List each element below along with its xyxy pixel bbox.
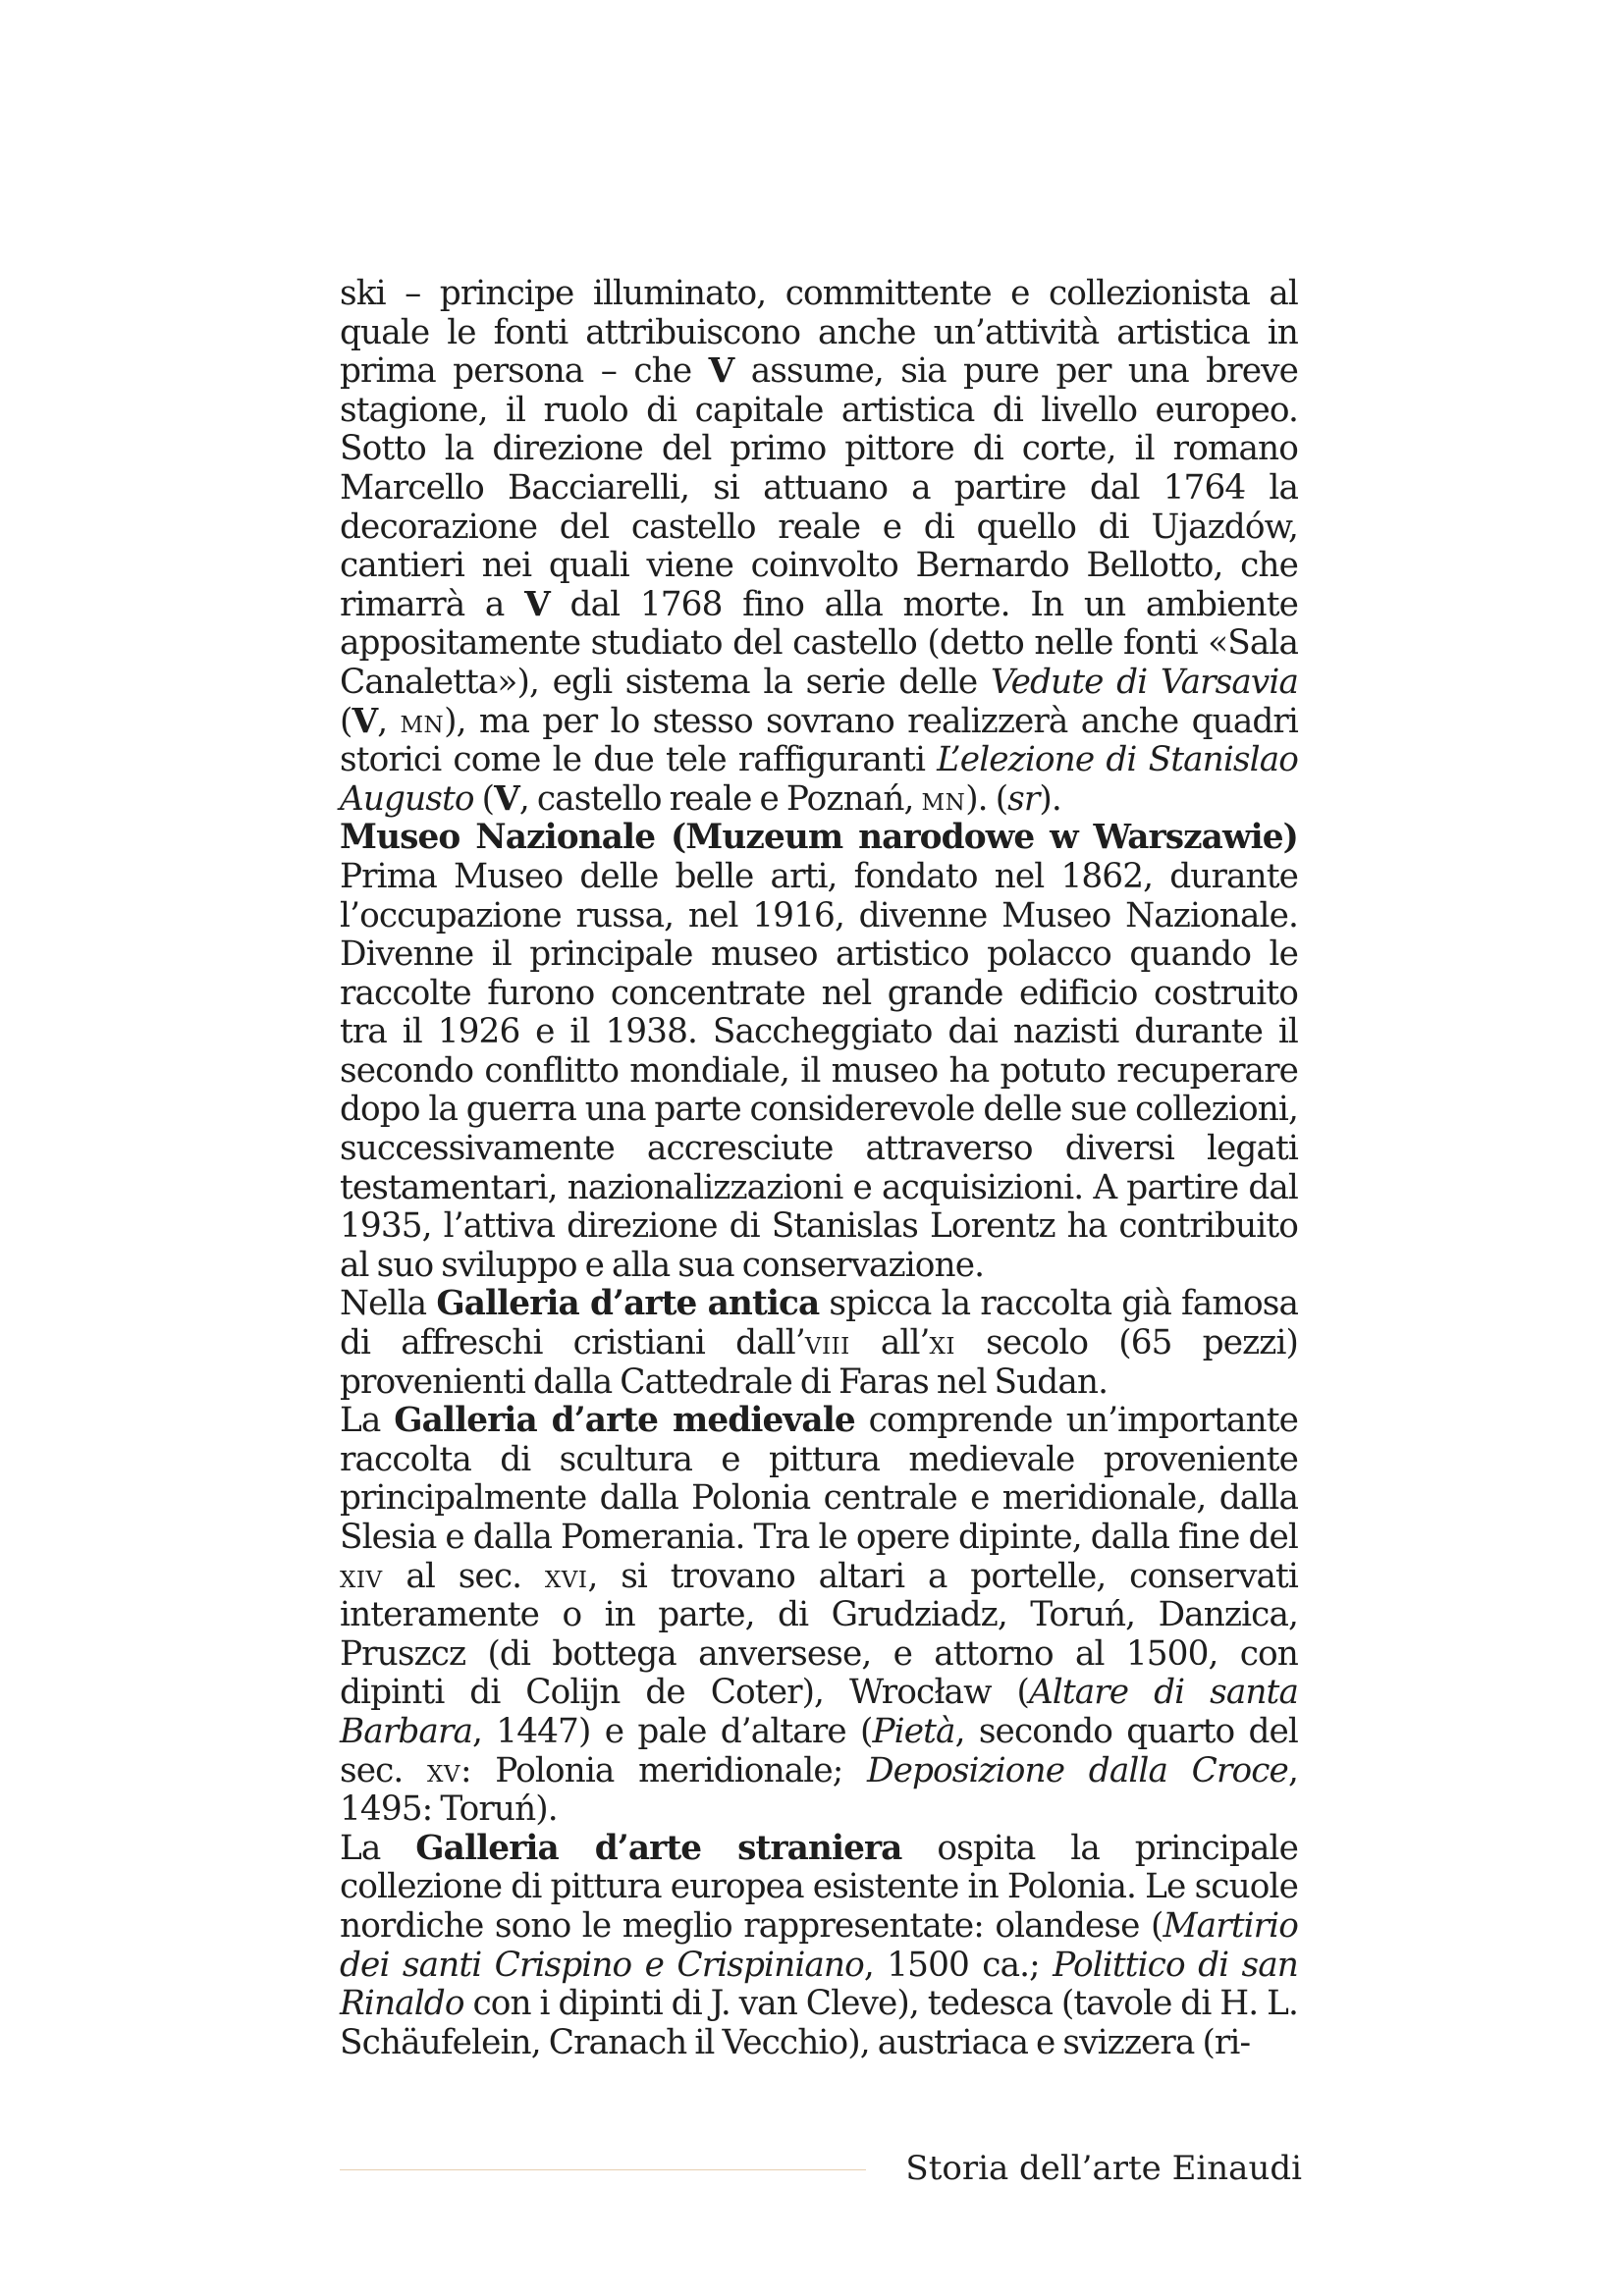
paragraph-galleria-straniera: La Galleria d’arte straniera ospita la principale collezione di pittura europea esistente in Polonia. Le scuole nordiche sono le meglio rappresentate: olandese (Martirio dei santi Crispino e Crispiniano, 1500 ca.; Polittico di san Rinaldo con i dipinti di J. van Cleve), tedesca (tavole di H. L. Schäufelein, Cranach il Vecchio), austriaca e svizzera (ri- xyxy=(340,1828,1298,2062)
paragraph-bellotto: ski – principe illuminato, committente e collezionista al quale le fonti attribuiscono anche un’attività artistica in prima persona – che V assume, sia pure per una breve stagione, il ruolo di capitale artistica di livello europeo. Sotto la direzione del primo pittore di corte, il romano Marcello Bacciarelli, si attuano a partire dal 1764 la decorazione del castello reale e di quello di Ujazdów, cantieri nei quali viene coinvolto Bernardo Bellotto, che rimarrà a V dal 1768 fino alla morte. In un ambiente appositamente studiato del castello (detto nelle fonti «Sala Canaletta»), egli sistema la serie delle Vedute di Varsavia (V, mn), ma per lo stesso sovrano realizzerà anche quadri storici come le due tele raffiguranti L’elezione di Stanislao Augusto (V, castello reale e Poznań, mn). (sr). xyxy=(340,274,1299,819)
footer-divider xyxy=(340,2169,866,2170)
paragraph-galleria-medievale: La Galleria d’arte medievale comprende un’importante raccolta di scultura e pittura medievale proveniente principalmente dalla Polonia centrale e meridionale, dalla Slesia e dalla Pomerania. Tra le opere dipinte, dalla fine del xiv al sec. xvi, si trovano altari a portelle, conservati interamente o in parte, di Grudziadz, Toruń, Danzica, Pruszcz (di bottega anversese, e attorno al 1500, con dipinti di Colijn de Coter), Wrocław (Altare di santa Barbara, 1447) e pale d’altare (Pietà, secondo quarto del sec. xv: Polonia meridionale; Deposizione dalla Croce, 1495: Toruń). xyxy=(340,1401,1298,1830)
entry-heading: Museo Nazionale (Muzeum narodowe w Warszawie) xyxy=(340,818,1298,858)
paragraph-museo-nazionale: Museo Nazionale (Muzeum narodowe w Warszawie) Prima Museo delle belle arti, fondato nel 1862, durante l’occupazione russa, nel 1916, divenne Museo Nazionale. Divenne il principale museo artistico polacco quando le raccolte furono concentrate nel grande edificio costruito tra il 1926 e il 1938. Saccheggiato dai nazisti durante il secondo conflitto mondiale, il museo ha potuto recuperare dopo la guerra una parte considerevole delle sue collezioni, successivamente accresciute attraverso diversi legati testamentari, nazionalizzazioni e acquisizioni. A partire dal 1935, l’attiva direzione di Stanislas Lorentz ha contribuito al suo sviluppo e alla sua conservazione. xyxy=(340,818,1298,1285)
paragraph-galleria-antica: Nella Galleria d’arte antica spicca la raccolta già famosa di affreschi cristiani dall’viii all’xi secolo (65 pezzi) provenienti dalla Cattedrale di Faras nel Sudan. xyxy=(340,1284,1298,1402)
footer-title: Storia dell’arte Einaudi xyxy=(905,2149,1302,2188)
body-text xyxy=(340,275,1298,2062)
